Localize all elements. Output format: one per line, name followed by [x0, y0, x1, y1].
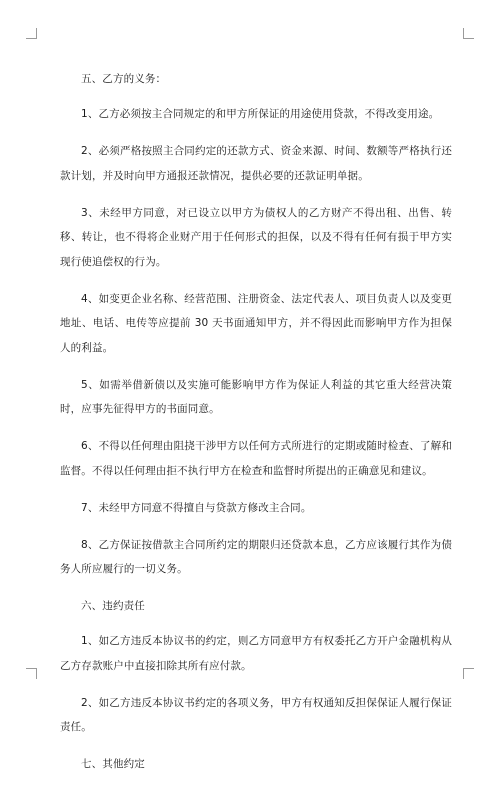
liability-item-2: 2、如乙方违反本协议书约定的各项义务，甲方有权通知反担保保证人履行保证责任。 — [60, 696, 452, 733]
crop-mark-top-right — [463, 28, 474, 39]
obligation-item-4: 4、如变更企业名称、经营范围、注册资金、法定代表人、项目负责人以及变更地址、电话、电传等应提前 30 天书面通知甲方，并不得因此而影响甲方作为担保人的利益。 — [60, 292, 452, 354]
crop-mark-bottom-right — [463, 668, 474, 679]
liability-item-1: 1、如乙方违反本协议书的约定，则乙方同意甲方有权委托乙方开户金融机构从乙方存款账户中直接扣除其所有应付款。 — [60, 635, 452, 672]
section-heading-obligations: 五、乙方的义务： — [81, 73, 167, 85]
crop-mark-bottom-left — [26, 668, 37, 679]
section-heading-other-terms: 七、其他约定 — [81, 758, 145, 770]
obligation-item-6: 6、不得以任何理由阻挠干涉甲方以任何方式所进行的定期或随时检查、了解和监督。不得以任何理由拒不执行甲方在检查和监督时所提出的正确意见和建议。 — [60, 440, 452, 477]
document-page — [60, 67, 452, 787]
obligation-item-5: 5、如需举借新债以及实施可能影响甲方作为保证人利益的其它重大经营决策时，应事先征得甲方的书面同意。 — [60, 378, 452, 415]
obligation-item-3: 3、未经甲方同意，对已设立以甲方为债权人的乙方财产不得出租、出售、转移、转让，也不得将企业财产用于任何形式的担保，以及不得有任何有损于甲方实现行使追偿权的行为。 — [60, 206, 452, 268]
obligation-item-2: 2、必须严格按照主合同约定的还款方式、资金来源、时间、数额等严格执行还款计划，并及时向甲方通报还款情况，提供必要的还款证明单据。 — [60, 145, 452, 182]
section-heading-breach-liability: 六、违约责任 — [81, 600, 145, 612]
crop-mark-top-left — [26, 28, 37, 39]
obligation-item-7: 7、未经甲方同意不得擅自与贷款方修改主合同。 — [81, 501, 312, 514]
obligation-item-1: 1、乙方必须按主合同规定的和甲方所保证的用途使用贷款，不得改变用途。 — [81, 108, 440, 120]
obligation-item-8: 8、乙方保证按借款主合同所约定的期限归还贷款本息，乙方应该履行其作为债务人所应履行的一切义务。 — [60, 538, 452, 575]
